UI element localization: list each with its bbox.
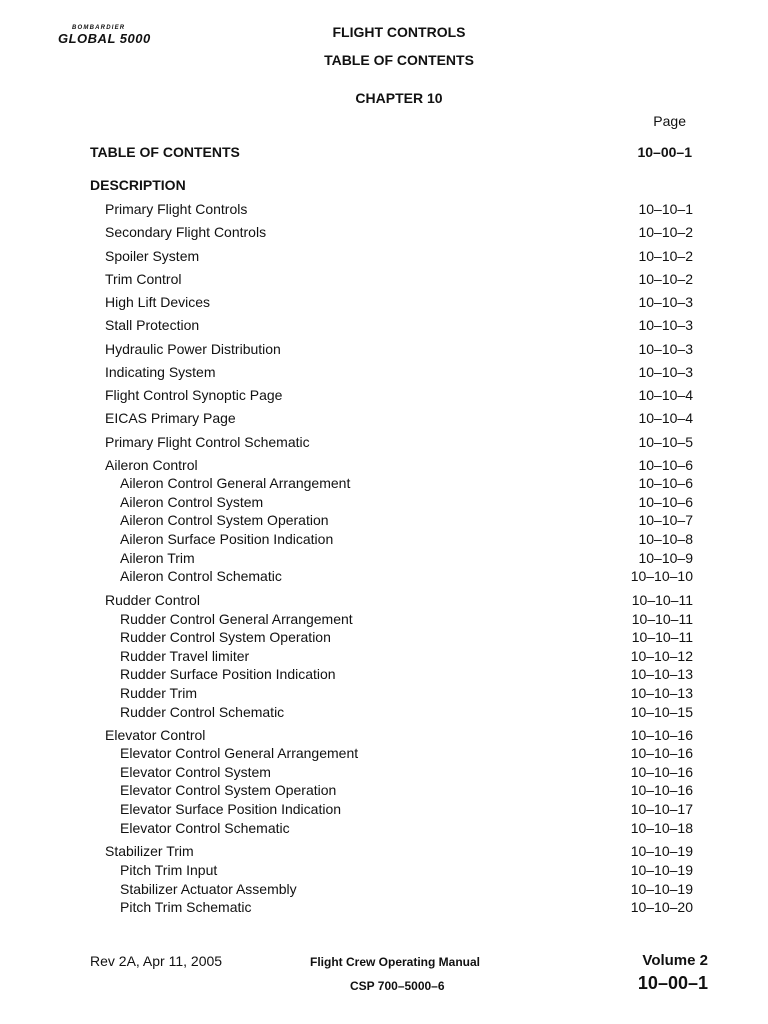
document-subtitle: TABLE OF CONTENTS [324,52,474,68]
toc-entry-page: 10–10–2 [638,271,693,287]
toc-entry-page: 10–10–19 [630,843,693,859]
document-title: FLIGHT CONTROLS [332,24,466,40]
toc-entry-title: Rudder Trim [120,685,198,701]
toc-entry-page: 10–10–2 [638,248,693,264]
toc-entry-page: 10–10–11 [631,629,693,645]
toc-entry-page: 10–10–13 [630,666,693,682]
toc-entry-page: 10–00–1 [637,144,692,160]
toc-entry-title: Stall Protection [105,317,200,333]
toc-entry[interactable] [0,820,768,838]
toc-entry[interactable] [0,764,768,782]
page-column-label: Page [653,113,686,129]
toc-entry-title: Rudder Control General Arrangement [120,611,353,627]
toc-entry-page: 10–10–19 [630,862,693,878]
toc-entry-title: Rudder Control Schematic [120,704,285,720]
toc-entry-title: Elevator Control System Operation [120,782,337,798]
footer-volume: Volume 2 [642,952,708,969]
footer-document-number: CSP 700–5000–6 [350,979,445,993]
toc-entry[interactable] [0,201,768,219]
toc-entry-title: Aileron Control System Operation [120,512,329,528]
toc-entry-title: Indicating System [105,364,216,380]
toc-entry-page: 10–10–9 [638,550,693,566]
toc-entry[interactable] [0,782,768,800]
toc-entry-page: 10–10–16 [630,764,693,780]
toc-entry-page: 10–10–5 [638,434,693,450]
toc-entry-title: Rudder Control System Operation [120,629,331,645]
footer-page-number: 10–00–1 [637,973,708,993]
toc-entry-page: 10–10–7 [638,512,693,528]
toc-entry-title: Rudder Travel limiter [120,648,250,664]
toc-entry-page: 10–10–16 [630,782,693,798]
toc-entry-title: Primary Flight Control Schematic [105,434,310,450]
toc-entry[interactable] [0,629,768,647]
toc-entry[interactable] [0,317,768,335]
toc-entry-page: 10–10–15 [630,704,693,720]
toc-entry-title: Rudder Control [105,592,200,608]
toc-entry[interactable] [0,224,768,242]
toc-entry[interactable] [0,387,768,405]
toc-entry[interactable] [0,704,768,722]
toc-entry[interactable] [0,531,768,549]
toc-entry[interactable] [0,494,768,512]
toc-entry[interactable] [0,648,768,666]
toc-entry[interactable] [0,512,768,530]
toc-entry[interactable] [0,899,768,917]
toc-entry-title: Rudder Surface Position Indication [120,666,336,682]
toc-entry-title: Trim Control [105,271,182,287]
toc-entry-title: Secondary Flight Controls [105,224,267,240]
toc-entry-title: Elevator Control General Arrangement [120,745,359,761]
toc-entry-page: 10–10–11 [631,592,693,608]
toc-entry-page: 10–10–4 [638,410,693,426]
section-heading-description: DESCRIPTION [90,177,186,193]
toc-entry[interactable] [0,862,768,880]
toc-entry[interactable] [0,550,768,568]
toc-entry-page: 10–10–17 [630,801,693,817]
toc-entry-title: Aileron Control System [120,494,264,510]
toc-entry-page: 10–10–19 [630,881,693,897]
toc-entry-page: 10–10–20 [630,899,693,915]
toc-entry[interactable] [0,801,768,819]
footer-revision: Rev 2A, Apr 11, 2005 [90,953,223,969]
toc-entry-title: Elevator Control System [120,764,271,780]
toc-entry-title: Flight Control Synoptic Page [105,387,283,403]
toc-entry-title: Elevator Control Schematic [120,820,290,836]
toc-entry-title: Aileron Trim [120,550,195,566]
toc-entry[interactable] [0,294,768,312]
toc-entry-page: 10–10–6 [638,457,693,473]
toc-entry-title: Hydraulic Power Distribution [105,341,281,357]
toc-entry-page: 10–10–10 [630,568,693,584]
toc-entry-page: 10–10–18 [630,820,693,836]
toc-entry[interactable] [0,666,768,684]
toc-entry-title: Primary Flight Controls [105,201,248,217]
toc-entry[interactable] [0,410,768,428]
toc-entry-title: High Lift Devices [105,294,211,310]
toc-entry-title: Aileron Control General Arrangement [120,475,351,491]
toc-entry[interactable] [0,611,768,629]
toc-entry-title: Spoiler System [105,248,200,264]
toc-entry[interactable] [0,248,768,266]
toc-entry[interactable] [0,341,768,359]
toc-entry-page: 10–10–3 [638,317,693,333]
toc-entry[interactable] [0,843,768,861]
toc-entry-page: 10–10–16 [630,727,693,743]
toc-entry[interactable] [0,685,768,703]
toc-entry-page: 10–10–13 [630,685,693,701]
toc-entry[interactable] [0,745,768,763]
toc-entry-title: Pitch Trim Input [120,862,218,878]
toc-entry[interactable] [0,592,768,610]
toc-entry-title: TABLE OF CONTENTS [90,144,240,160]
toc-entry-page: 10–10–6 [638,494,693,510]
chapter-heading: CHAPTER 10 [355,90,443,106]
logo-brand-top: BOMBARDIER [72,25,126,31]
toc-entry-page: 10–10–2 [638,224,693,240]
toc-entry[interactable] [0,434,768,452]
toc-entry-page: 10–10–6 [638,475,693,491]
toc-entry-page: 10–10–3 [638,341,693,357]
logo-brand-main: GLOBAL 5000 [58,31,151,46]
toc-entry-page: 10–10–12 [630,648,693,664]
toc-entry-page: 10–10–3 [638,294,693,310]
toc-entry-title: Elevator Surface Position Indication [120,801,342,817]
toc-entry-title: Aileron Surface Position Indication [120,531,334,547]
toc-entry-title: Aileron Control [105,457,198,473]
toc-entry-page: 10–10–4 [638,387,693,403]
toc-entry-page: 10–10–11 [631,611,693,627]
toc-entry-title: EICAS Primary Page [105,410,236,426]
toc-entry-page: 10–10–8 [638,531,693,547]
toc-entry[interactable] [0,475,768,493]
toc-entry[interactable] [0,568,768,586]
toc-entry-title: Aileron Control Schematic [120,568,282,584]
toc-entry-page: 10–10–3 [638,364,693,380]
toc-entry[interactable] [0,364,768,382]
toc-entry[interactable] [0,727,768,745]
toc-entry[interactable] [0,271,768,289]
toc-entry-title: Pitch Trim Schematic [120,899,252,915]
toc-entry-title: Elevator Control [105,727,206,743]
toc-entry[interactable] [0,457,768,475]
footer-manual-title: Flight Crew Operating Manual [310,955,481,969]
toc-entry-page: 10–10–16 [630,745,693,761]
toc-entry-title: Stabilizer Trim [105,843,194,859]
toc-entry[interactable] [0,881,768,899]
toc-entry-page: 10–10–1 [638,201,693,217]
toc-entry-title: Stabilizer Actuator Assembly [120,881,297,897]
